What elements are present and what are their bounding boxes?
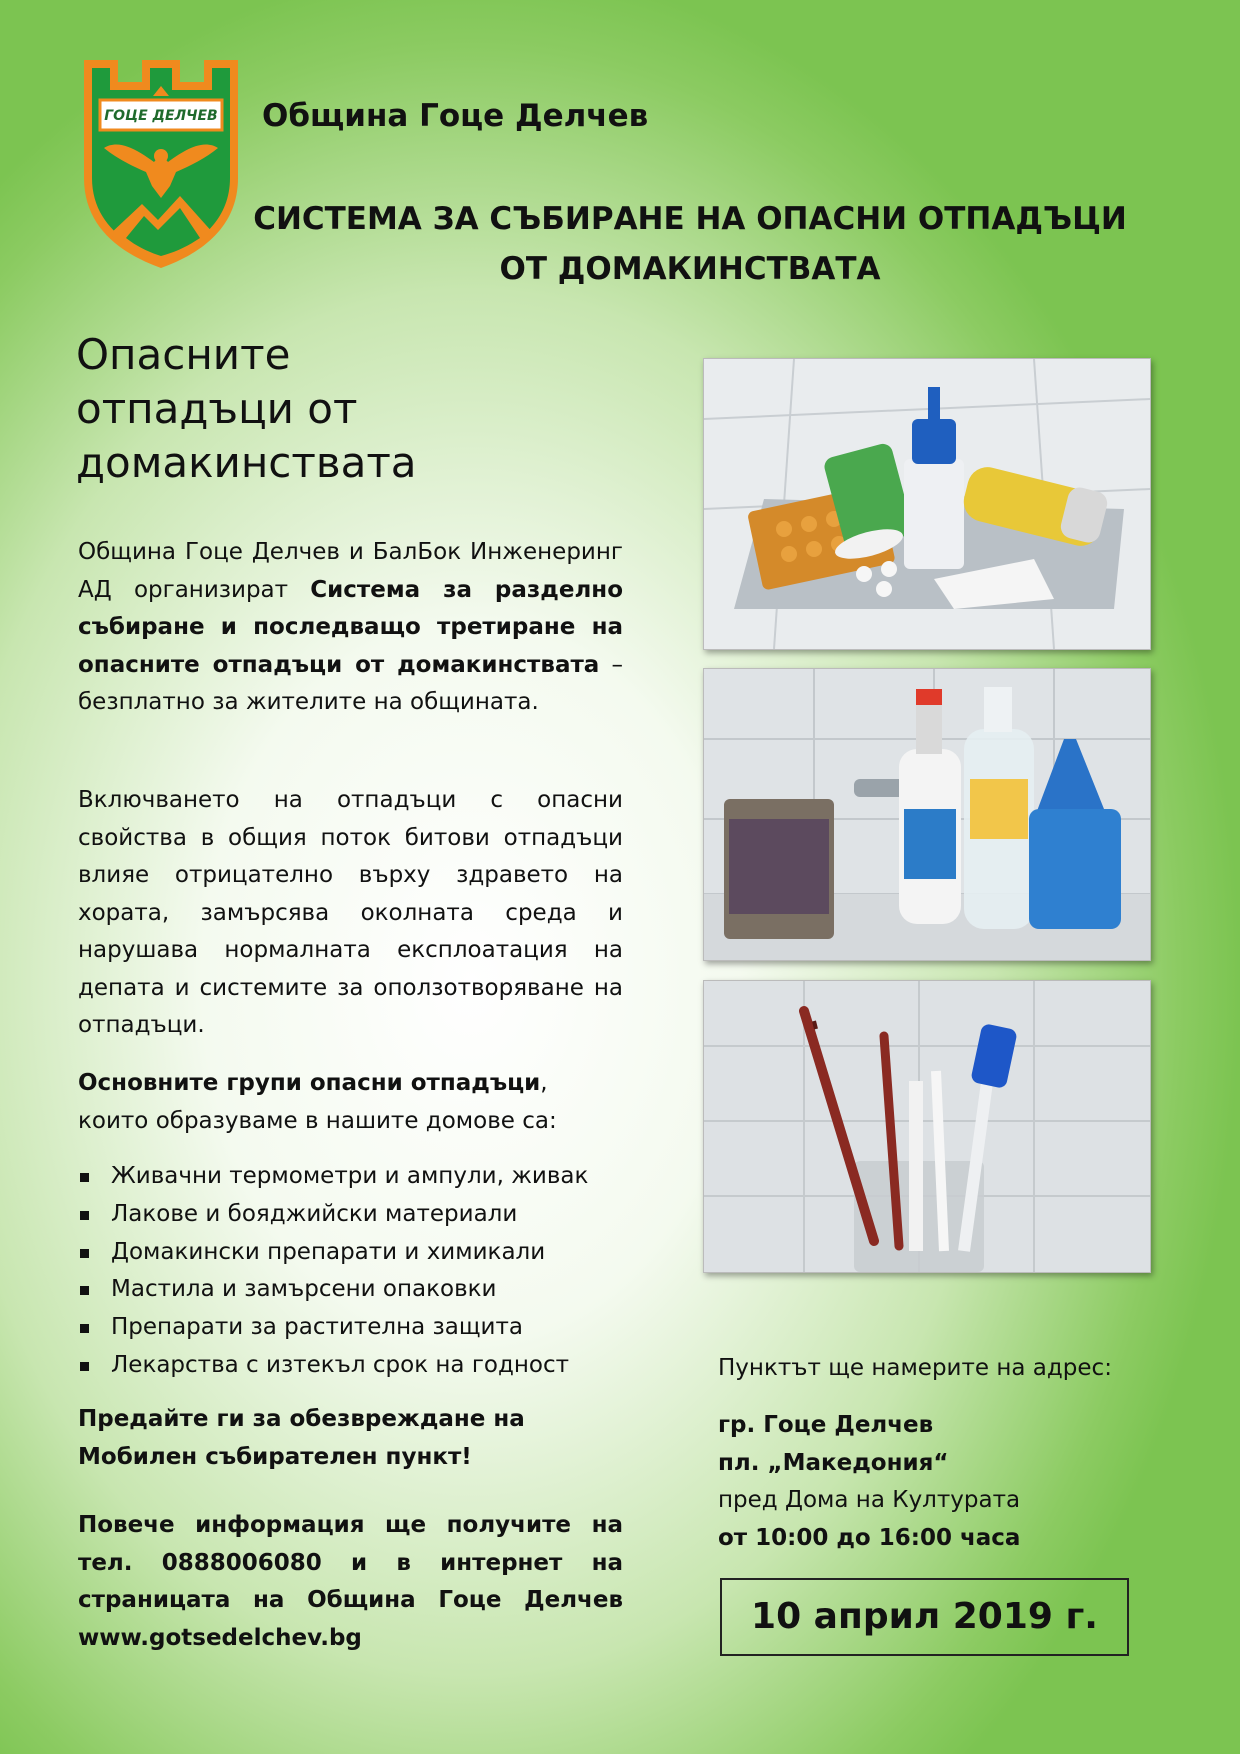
handover-line-1: Предайте ги за обезвреждане на xyxy=(78,1406,525,1432)
waste-groups-list xyxy=(80,1158,640,1385)
list-item-label: Лекарства с изтекъл срок на годност xyxy=(111,1351,570,1378)
page-title xyxy=(250,194,1130,294)
square-bullet-icon xyxy=(80,1362,89,1371)
hazard-paragraph: Включването на отпадъци с опасни свойства в общия поток битови отпадъци влияе отрицателно върху здравето на хората, замърсява околната среда и нарушава нормалната експлоатация на депата и системите за оползотворяване на отпадъци. xyxy=(78,787,623,1038)
heading-line-2: отпадъци от xyxy=(76,384,358,433)
list-item xyxy=(80,1234,640,1272)
municipality-crest xyxy=(80,58,242,270)
list-item-label: Живачни термометри и ампули, живак xyxy=(111,1163,589,1189)
section-heading xyxy=(76,328,476,490)
address-block xyxy=(718,1407,1020,1557)
heading-line-3: домакинствата xyxy=(76,438,417,487)
square-bullet-icon xyxy=(80,1173,89,1182)
address-hours: от 10:00 до 16:00 часа xyxy=(718,1524,1021,1551)
list-item xyxy=(80,1196,640,1234)
medicines-photo xyxy=(703,358,1151,650)
square-bullet-icon xyxy=(80,1286,89,1295)
list-item xyxy=(80,1309,640,1347)
intro-text-2: – безплатно за жителите на общината. xyxy=(78,651,623,715)
more-info-line-3: страницата на Община Гоце Делчев xyxy=(78,1587,623,1613)
heading-line-1: Опасните xyxy=(76,330,291,379)
list-item xyxy=(80,1271,640,1309)
square-bullet-icon xyxy=(80,1324,89,1333)
title-line-1: СИСТЕМА ЗА СЪБИРАНЕ НА ОПАСНИ ОТПАДЪЦИ xyxy=(253,201,1127,237)
list-item xyxy=(80,1347,640,1385)
thermometers-photo xyxy=(703,980,1151,1273)
intro-paragraph xyxy=(78,534,623,722)
groups-intro xyxy=(78,1065,623,1140)
list-item-label: Домакински препарати и химикали xyxy=(111,1238,546,1265)
address-city: гр. Гоце Делчев xyxy=(718,1412,934,1438)
address-place: пред Дома на Културата xyxy=(718,1487,1021,1513)
more-info-line-1: Повече информация ще получите на xyxy=(78,1512,623,1538)
municipality-name: Община Гоце Делчев xyxy=(262,98,649,134)
square-bullet-icon xyxy=(80,1249,89,1258)
handover-callout xyxy=(78,1401,638,1476)
groups-intro-text: , които образуваме в нашите домове са: xyxy=(78,1070,557,1134)
list-item-label: Препарати за растителна защита xyxy=(111,1314,523,1341)
intro-text-1: Община Гоце Делчев и БалБок Инженеринг АД организират xyxy=(78,539,623,603)
list-item-label: Лакове и бояджийски материали xyxy=(111,1200,518,1227)
handover-line-2: Мобилен събирателен пункт! xyxy=(78,1443,472,1470)
square-bullet-icon xyxy=(80,1211,89,1220)
list-item-label: Мастила и замърсени опаковки xyxy=(111,1276,497,1303)
more-info-block xyxy=(78,1507,623,1657)
intro-bold-text: Система за разделно събиране и последващо третиране на опасните отпадъци от домакинствата xyxy=(78,576,623,678)
address-square: пл. „Македония“ xyxy=(718,1449,949,1476)
address-label: Пунктът ще намерите на адрес: xyxy=(718,1355,1112,1381)
groups-intro-bold: Основните групи опасни отпадъци xyxy=(78,1070,541,1096)
more-info-line-2: тел. 0888006080 и в интернет на xyxy=(78,1549,623,1576)
website-link[interactable]: www.gotsedelchev.bg xyxy=(78,1624,362,1651)
title-line-2: ОТ ДОМАКИНСТВАТА xyxy=(499,251,881,287)
crest-text: ГОЦЕ ДЕЛЧЕВ xyxy=(104,108,218,124)
event-date-box: 10 април 2019 г. xyxy=(720,1578,1129,1656)
household-chemicals-photo xyxy=(703,668,1151,961)
list-item xyxy=(80,1158,640,1196)
